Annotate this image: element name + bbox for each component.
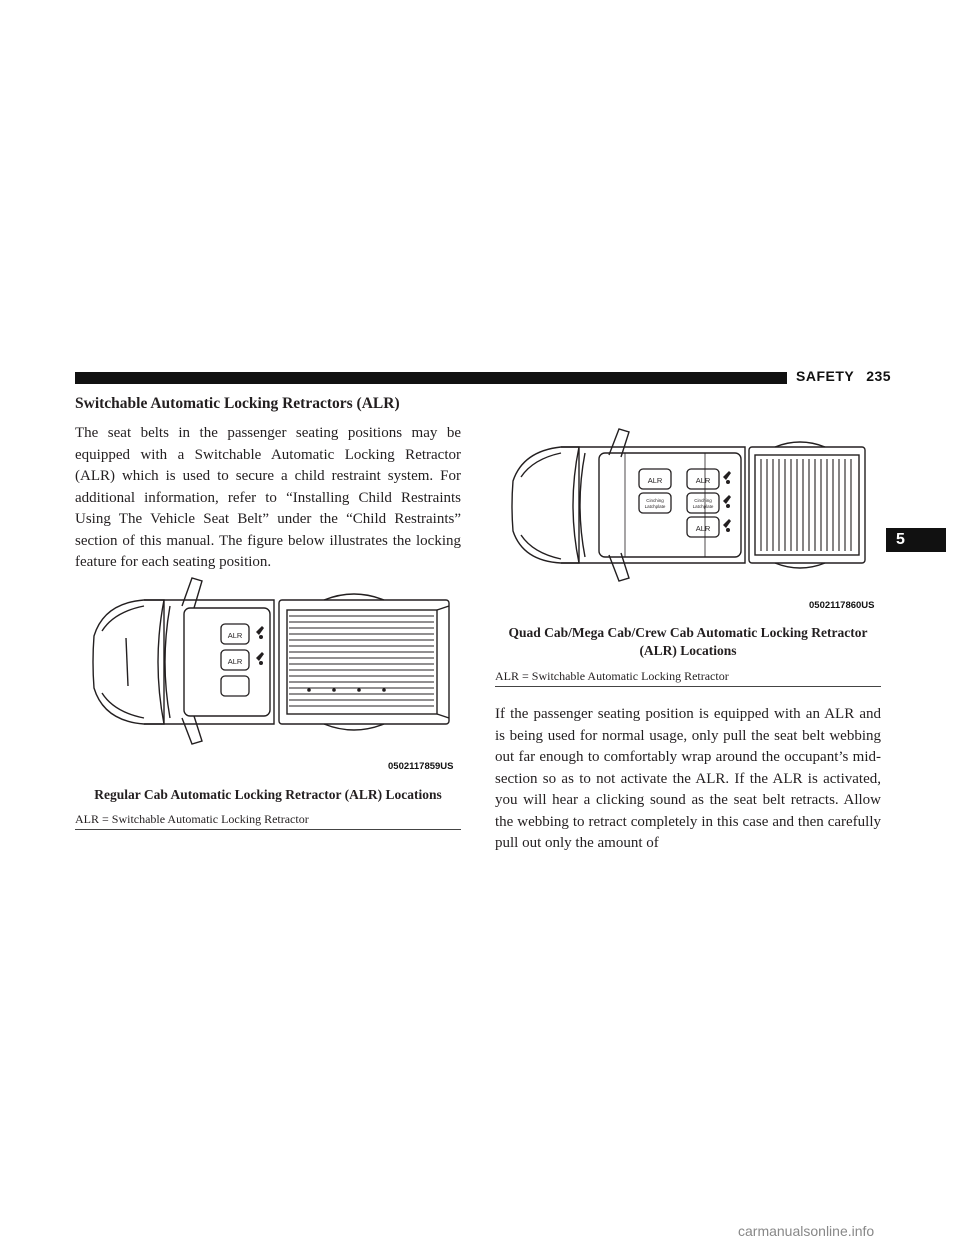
figure-code: 0502117860US xyxy=(809,600,875,611)
section-title: Switchable Automatic Locking Retractors (ALR) xyxy=(75,395,400,412)
footer-watermark: carmanualsonline.info xyxy=(738,1223,875,1239)
chapter-tab: 5 xyxy=(886,528,946,552)
alr-label-front: ALR xyxy=(647,476,663,485)
regular-cab-caption: Regular Cab Automatic Locking Retractor (ALR) Locations xyxy=(94,787,442,802)
quad-cab-illustration xyxy=(505,427,873,585)
quad-cab-legend: ALR = Switchable Automatic Locking Retractor xyxy=(495,669,729,683)
page-number: 235 xyxy=(866,368,892,384)
latchplate-label-1: Latchplate xyxy=(644,504,666,509)
regular-cab-legend: ALR = Switchable Automatic Locking Retractor xyxy=(75,812,309,826)
cinching-label-1: Cinching xyxy=(646,498,664,503)
quad-cab-figure xyxy=(505,427,875,611)
alr-label-rear-1: ALR xyxy=(695,476,711,485)
intro-paragraph: The seat belts in the passenger seating positions may be equipped with a Switchable Automatic Locking Retractor (ALR) which is used to secure a child restraint system. For additional information, refer to “Installing Child Restraints Using The Vehicle Seat Belt” under the “Child Restraints” section of this manual. The figure below illustrates the locking feature for each seating position. xyxy=(75,425,461,570)
figure-code: 0502117859US xyxy=(388,761,454,772)
alr-usage-paragraph: If the passenger seating position is equipped with an ALR and is being used for normal usage, only pull the seat belt webbing out far enough to comfortably wrap around the occupant’s mid-section so as to not activate the ALR. If the ALR is activated, you will hear a clicking sound as the seat belt retracts. Allow the webbing to retract completely in this case and then carefully pull out only the amount of xyxy=(495,706,881,851)
header-section: SAFETY xyxy=(796,368,855,384)
regular-cab-illustration xyxy=(84,576,456,748)
regular-cab-figure xyxy=(84,576,456,772)
alr-label-rear-2: ALR xyxy=(695,524,711,533)
alr-label-1: ALR xyxy=(227,631,243,640)
left-column xyxy=(75,393,461,574)
running-header xyxy=(796,368,891,384)
alr-label-2: ALR xyxy=(227,657,243,666)
latchplate-label-2: Latchplate xyxy=(692,504,714,509)
quad-cab-caption: Quad Cab/Mega Cab/Crew Cab Automatic Locking Retractor (ALR) Locations xyxy=(508,625,868,658)
quad-cab-rule xyxy=(495,686,881,687)
retractor-icon xyxy=(256,626,264,665)
retractor-icon xyxy=(723,471,731,532)
header-rule xyxy=(75,372,787,384)
cinching-label-2: Cinching xyxy=(694,498,712,503)
regular-cab-rule xyxy=(75,829,461,830)
